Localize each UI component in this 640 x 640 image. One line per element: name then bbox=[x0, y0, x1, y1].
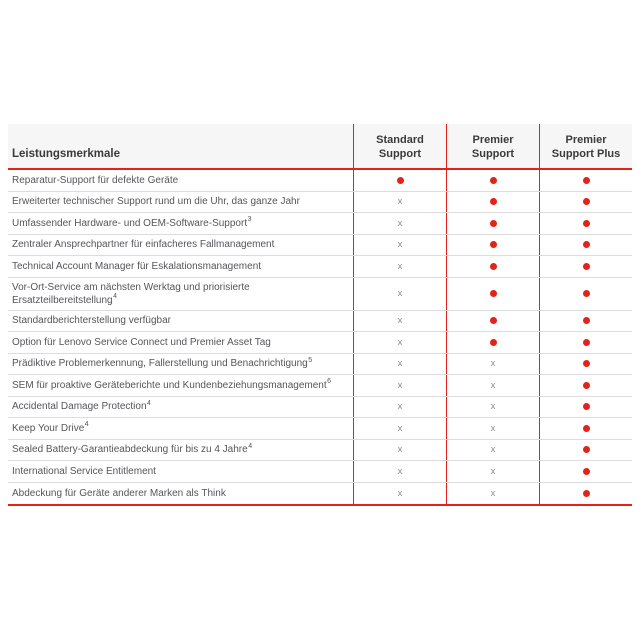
included-dot-icon bbox=[583, 317, 590, 324]
feature-cell bbox=[8, 235, 353, 256]
value-cell-excluded bbox=[353, 332, 446, 353]
table-row bbox=[8, 192, 632, 214]
feature-column-header bbox=[8, 124, 353, 168]
included-dot-icon bbox=[490, 290, 497, 297]
excluded-x-mark: x bbox=[397, 336, 403, 348]
value-cell-included bbox=[446, 256, 539, 277]
table-row bbox=[8, 397, 632, 419]
value-cell-excluded bbox=[353, 461, 446, 482]
feature-cell bbox=[8, 354, 353, 375]
table-row bbox=[8, 418, 632, 440]
feature-label: Keep Your Drive$^4$ bbox=[12, 421, 89, 434]
excluded-x-mark: x bbox=[397, 287, 403, 299]
feature-label: Standardberichterstellung verfügbar bbox=[12, 315, 171, 327]
included-dot-icon bbox=[583, 220, 590, 227]
value-cell-included bbox=[446, 213, 539, 234]
feature-cell bbox=[8, 483, 353, 505]
value-cell-included bbox=[446, 311, 539, 332]
included-dot-icon bbox=[583, 446, 590, 453]
value-cell-excluded bbox=[446, 397, 539, 418]
table-row bbox=[8, 375, 632, 397]
value-cell-included bbox=[539, 332, 632, 353]
table-row bbox=[8, 461, 632, 483]
excluded-x-mark: x bbox=[397, 422, 403, 434]
feature-label: Erweiterter technischer Support rund um die Uhr, das ganze Jahr bbox=[12, 196, 300, 208]
excluded-x-mark: x bbox=[490, 358, 496, 369]
table-row bbox=[8, 483, 632, 505]
value-cell-excluded bbox=[446, 375, 539, 396]
feature-label: Abdeckung für Geräte anderer Marken als Think bbox=[12, 487, 226, 499]
excluded-x-mark: x bbox=[397, 239, 403, 250]
included-dot-icon bbox=[583, 403, 590, 410]
included-dot-icon bbox=[583, 382, 590, 389]
table-row bbox=[8, 256, 632, 278]
feature-label: SEM für proaktive Geräteberichte und Kundenbeziehungsmanagement$^6$ bbox=[12, 378, 332, 391]
feature-cell bbox=[8, 332, 353, 353]
footnote-marker: 5 bbox=[308, 356, 313, 364]
value-cell-excluded bbox=[446, 354, 539, 375]
value-cell-excluded bbox=[353, 192, 446, 213]
table-row bbox=[8, 440, 632, 462]
feature-cell bbox=[8, 440, 353, 461]
excluded-x-mark: x bbox=[490, 379, 496, 391]
excluded-x-mark: x bbox=[397, 217, 403, 229]
excluded-x-mark: x bbox=[397, 465, 403, 477]
included-dot-icon bbox=[583, 263, 590, 270]
excluded-x-mark: x bbox=[490, 487, 496, 499]
included-dot-icon bbox=[583, 425, 590, 432]
value-cell-included bbox=[446, 170, 539, 191]
value-cell-excluded bbox=[446, 461, 539, 482]
feature-label: International Service Entitlement bbox=[12, 465, 156, 477]
value-cell-excluded bbox=[353, 418, 446, 439]
value-cell-included bbox=[539, 213, 632, 234]
included-dot-icon bbox=[490, 241, 497, 248]
included-dot-icon bbox=[583, 290, 590, 297]
excluded-x-mark: x bbox=[490, 465, 496, 477]
value-cell-excluded bbox=[353, 256, 446, 277]
included-dot-icon bbox=[490, 339, 497, 346]
footnote-marker: 4 bbox=[248, 442, 253, 450]
value-cell-excluded bbox=[353, 213, 446, 234]
footnote-marker: 4 bbox=[84, 421, 89, 429]
column-header-premier-support-plus bbox=[539, 124, 632, 168]
footnote-marker: 4 bbox=[113, 293, 118, 301]
support-comparison-table bbox=[8, 124, 632, 506]
value-cell-included bbox=[539, 418, 632, 439]
value-cell-included bbox=[539, 440, 632, 461]
excluded-x-mark: x bbox=[397, 260, 403, 272]
value-cell-excluded bbox=[353, 354, 446, 375]
feature-label: Vor-Ort-Service am nächsten Werktag und priorisierte Ersatzteilbereitstellung$^4$ bbox=[12, 281, 250, 306]
feature-label: Accidental Damage Protection$^4$ bbox=[12, 399, 151, 413]
value-cell-included bbox=[446, 235, 539, 256]
excluded-x-mark: x bbox=[490, 444, 496, 455]
value-cell-included bbox=[539, 397, 632, 418]
table-body bbox=[8, 170, 632, 504]
excluded-x-mark: x bbox=[397, 487, 403, 499]
feature-label: Sealed Battery-Garantieabdeckung für bis zu 4 Jahre$^4$ bbox=[12, 442, 253, 456]
included-dot-icon bbox=[490, 177, 497, 184]
value-cell-included bbox=[446, 332, 539, 353]
included-dot-icon bbox=[490, 198, 497, 205]
included-dot-icon bbox=[490, 317, 497, 324]
excluded-x-mark: x bbox=[397, 315, 403, 326]
included-dot-icon bbox=[397, 177, 404, 184]
included-dot-icon bbox=[583, 177, 590, 184]
table-row bbox=[8, 170, 632, 192]
value-cell-included bbox=[539, 354, 632, 375]
excluded-x-mark: x bbox=[490, 401, 496, 412]
value-cell-excluded bbox=[353, 440, 446, 461]
table-row bbox=[8, 278, 632, 311]
value-cell-excluded bbox=[446, 483, 539, 505]
included-dot-icon bbox=[583, 468, 590, 475]
excluded-x-mark: x bbox=[397, 444, 403, 455]
value-cell-included bbox=[539, 192, 632, 213]
column-header-label: Premier Support bbox=[471, 134, 515, 160]
value-cell-excluded bbox=[353, 235, 446, 256]
excluded-x-mark: x bbox=[397, 196, 403, 207]
table-row bbox=[8, 213, 632, 235]
value-cell-included bbox=[539, 170, 632, 191]
table-row bbox=[8, 354, 632, 376]
feature-cell bbox=[8, 192, 353, 213]
value-cell-excluded bbox=[353, 278, 446, 310]
feature-label: Prädiktive Problemerkennung, Fallerstellung und Benachrichtigung$^5$ bbox=[12, 356, 313, 370]
column-header-premier-support bbox=[446, 124, 539, 168]
value-cell-included bbox=[539, 461, 632, 482]
value-cell-included bbox=[446, 278, 539, 310]
feature-column-header-label: Leistungsmerkmale bbox=[12, 148, 121, 160]
included-dot-icon bbox=[583, 360, 590, 367]
table-row bbox=[8, 311, 632, 333]
included-dot-icon bbox=[583, 339, 590, 346]
excluded-x-mark: x bbox=[397, 379, 403, 391]
feature-label: Technical Account Manager für Eskalationsmanagement bbox=[12, 260, 262, 272]
value-cell-included bbox=[539, 311, 632, 332]
feature-cell bbox=[8, 311, 353, 332]
included-dot-icon bbox=[583, 490, 590, 497]
footnote-marker: 3 bbox=[247, 216, 252, 224]
feature-cell bbox=[8, 213, 353, 234]
value-cell-excluded bbox=[353, 375, 446, 396]
feature-cell bbox=[8, 278, 353, 310]
value-cell-included bbox=[353, 170, 446, 191]
value-cell-included bbox=[539, 256, 632, 277]
excluded-x-mark: x bbox=[397, 401, 403, 412]
value-cell-excluded bbox=[353, 397, 446, 418]
column-header-standard-support bbox=[353, 124, 446, 168]
excluded-x-mark: x bbox=[397, 358, 403, 369]
included-dot-icon bbox=[490, 263, 497, 270]
value-cell-excluded bbox=[353, 311, 446, 332]
value-cell-included bbox=[539, 278, 632, 310]
footnote-marker: 4 bbox=[147, 399, 151, 407]
value-cell-included bbox=[539, 235, 632, 256]
feature-cell bbox=[8, 375, 353, 396]
value-cell-excluded bbox=[353, 483, 446, 505]
feature-label: Umfassender Hardware- und OEM-Software-Support$^3$ bbox=[12, 216, 252, 229]
value-cell-included bbox=[539, 483, 632, 505]
excluded-x-mark: x bbox=[490, 422, 496, 434]
table-row bbox=[8, 332, 632, 354]
footnote-marker: 6 bbox=[327, 378, 332, 386]
value-cell-excluded bbox=[446, 440, 539, 461]
value-cell-excluded bbox=[446, 418, 539, 439]
included-dot-icon bbox=[490, 220, 497, 227]
table-row bbox=[8, 235, 632, 257]
feature-label: Reparatur-Support für defekte Geräte bbox=[12, 174, 179, 186]
included-dot-icon bbox=[583, 198, 590, 205]
included-dot-icon bbox=[583, 241, 590, 248]
feature-cell bbox=[8, 461, 353, 482]
feature-cell bbox=[8, 256, 353, 277]
value-cell-included bbox=[539, 375, 632, 396]
feature-cell bbox=[8, 170, 353, 191]
table-header-row bbox=[8, 124, 632, 170]
feature-label: Zentraler Ansprechpartner für einfacheres Fallmanagement bbox=[12, 239, 275, 251]
value-cell-included bbox=[446, 192, 539, 213]
feature-cell bbox=[8, 397, 353, 418]
column-header-label: Premier Support Plus bbox=[551, 134, 621, 160]
column-header-label: Standard Support bbox=[376, 134, 424, 160]
feature-cell bbox=[8, 418, 353, 439]
feature-label: Option für Lenovo Service Connect und Premier Asset Tag bbox=[12, 336, 271, 348]
